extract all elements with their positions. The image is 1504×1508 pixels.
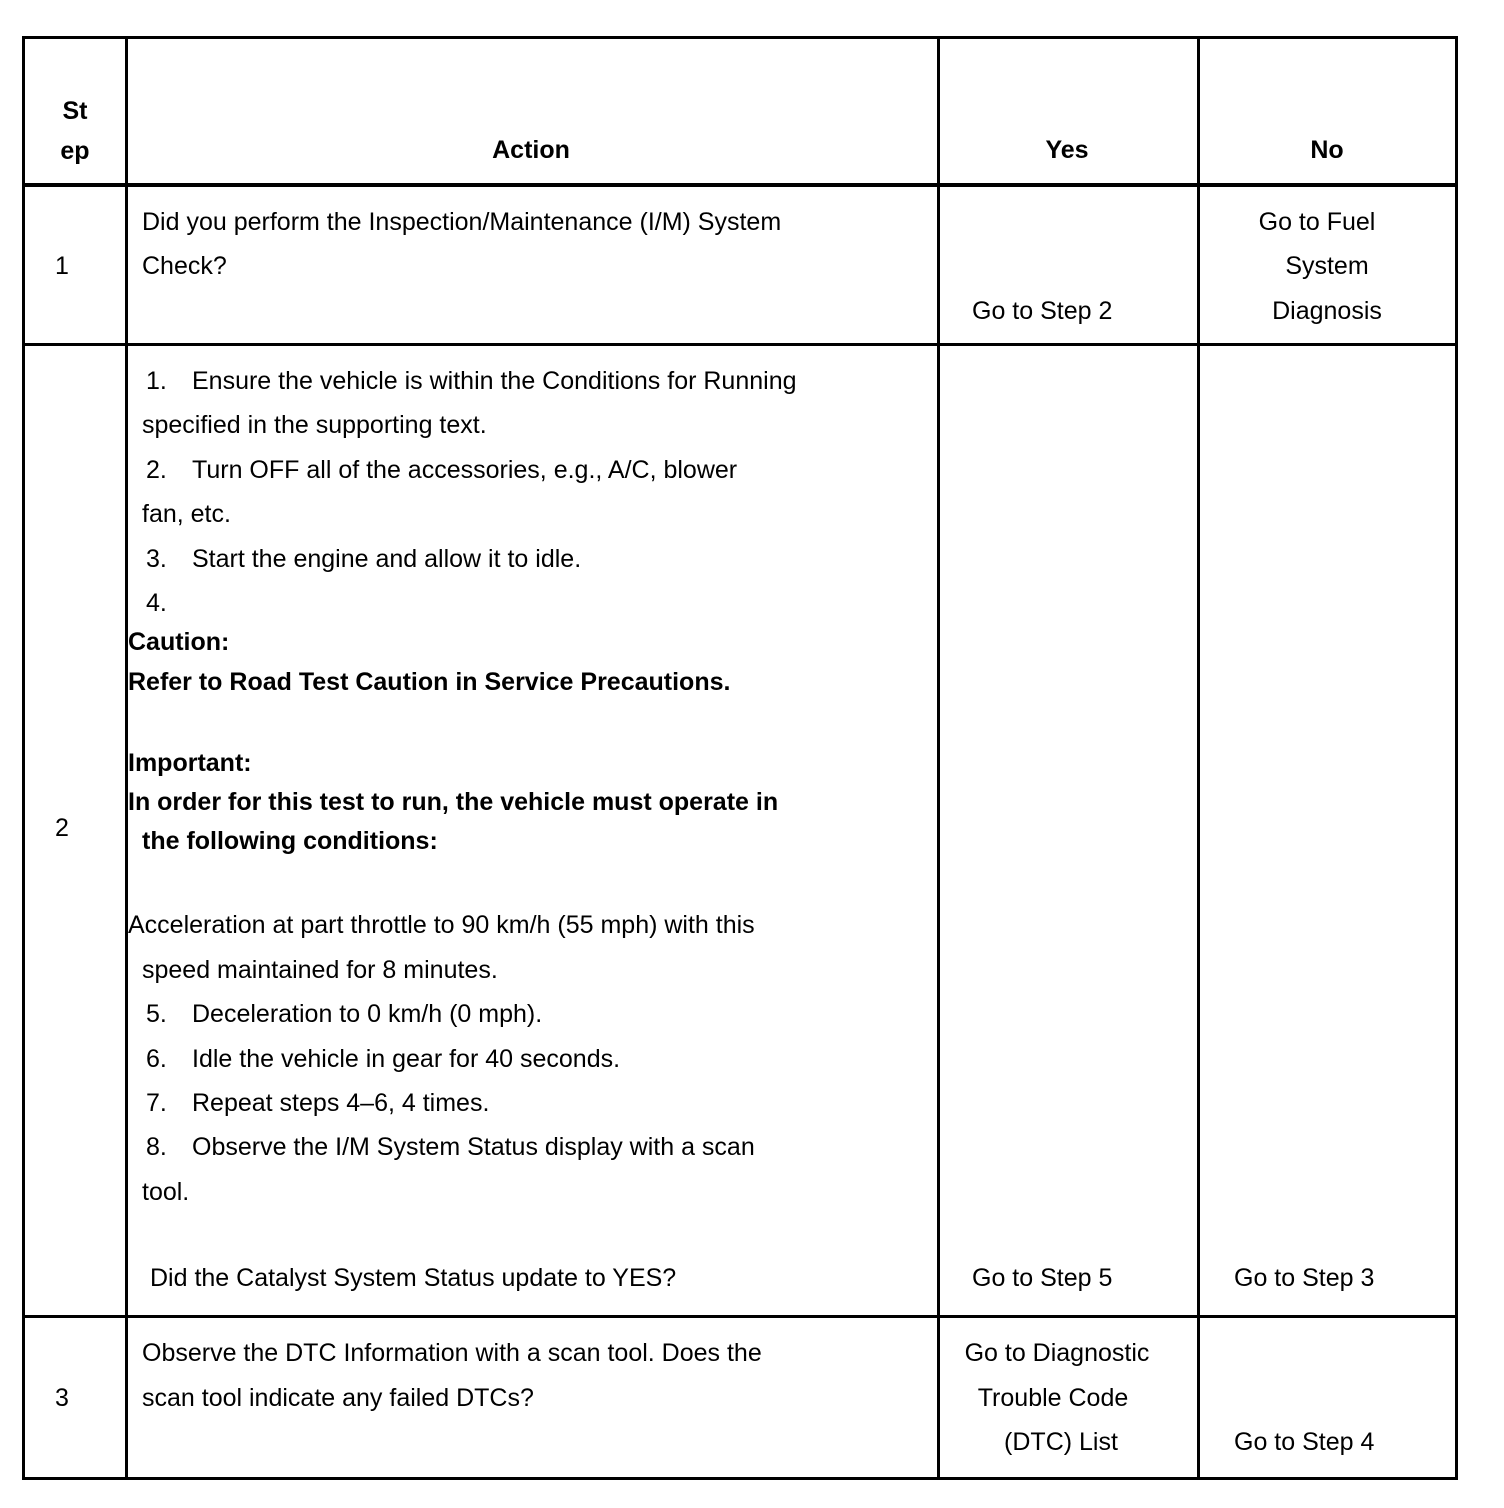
- row2-item-8-cont: tool.: [142, 1178, 190, 1206]
- item-number: 6.: [146, 1045, 167, 1073]
- row1-no-line2: System: [1285, 252, 1369, 280]
- row1-action-line1: Did you perform the Inspection/Maintenance (I/M) System: [142, 208, 782, 236]
- caution-label: Caution:: [128, 628, 230, 656]
- row2-no: Go to Step 3: [1234, 1264, 1375, 1292]
- row3-yes-line3: (DTC) List: [1004, 1428, 1118, 1456]
- row1-action-line2: Check?: [142, 252, 227, 280]
- header-yes: Yes: [1045, 136, 1089, 164]
- row3-no: Go to Step 4: [1234, 1428, 1375, 1456]
- item-text: Start the engine and allow it to idle.: [192, 545, 582, 573]
- header-step-line1: St: [62, 97, 88, 125]
- row3-action-line1: Observe the DTC Information with a scan tool. Does the: [142, 1339, 762, 1367]
- item-number: 7.: [146, 1089, 167, 1117]
- important-label: Important:: [128, 749, 252, 777]
- item-number: 8.: [146, 1133, 167, 1161]
- row2-item-2: [146, 448, 737, 492]
- row1-no-line3: Diagnosis: [1272, 297, 1382, 325]
- item-text: Idle the vehicle in gear for 40 seconds.: [192, 1045, 621, 1073]
- important-line2: the following conditions:: [142, 827, 438, 855]
- row1-no-line1: Go to Fuel: [1258, 208, 1376, 236]
- row2-item-3: [146, 537, 581, 581]
- caution-text: Refer to Road Test Caution in Service Precautions.: [128, 668, 731, 696]
- important-line1: In order for this test to run, the vehicle must operate in: [128, 788, 779, 816]
- row1-yes: Go to Step 2: [972, 297, 1113, 325]
- row2-item-1-cont: specified in the supporting text.: [142, 411, 487, 439]
- row-divider-2: [25, 1315, 1455, 1318]
- header-divider: [25, 183, 1455, 187]
- row2-item-7: [146, 1081, 489, 1125]
- row3-action-line2: scan tool indicate any failed DTCs?: [142, 1384, 534, 1412]
- row2-question: Did the Catalyst System Status update to YES?: [150, 1264, 677, 1292]
- accel-line1: Acceleration at part throttle to 90 km/h (55 mph) with this: [128, 911, 755, 939]
- item-number: 5.: [146, 1000, 167, 1028]
- col-divider-yes: [1197, 39, 1200, 1477]
- item-number: 2.: [146, 456, 167, 484]
- item-number: 1.: [146, 367, 167, 395]
- header-step-line2: ep: [60, 137, 90, 165]
- row2-item-5: [146, 992, 542, 1036]
- row2-item-4: [146, 581, 192, 625]
- header-step: [25, 91, 125, 171]
- row3-yes-line1: Go to Diagnostic: [964, 1339, 1150, 1367]
- item-text: Observe the I/M System Status display with a scan: [192, 1133, 755, 1161]
- row2-item-6: [146, 1037, 620, 1081]
- row2-step: 2: [55, 814, 69, 842]
- item-text: Ensure the vehicle is within the Conditions for Running: [192, 367, 797, 395]
- item-text: Turn OFF all of the accessories, e.g., A/C, blower: [192, 456, 738, 484]
- row2-item-1: [146, 359, 797, 403]
- row2-item-2-cont: fan, etc.: [142, 500, 231, 528]
- header-no: No: [1310, 136, 1344, 164]
- row-divider-1: [25, 343, 1455, 346]
- item-text: Deceleration to 0 km/h (0 mph).: [192, 1000, 543, 1028]
- row2-item-8: [146, 1125, 755, 1169]
- header-action: Action: [492, 136, 570, 164]
- accel-line2: speed maintained for 8 minutes.: [142, 956, 498, 984]
- row1-step: 1: [55, 252, 69, 280]
- col-divider-action: [937, 39, 940, 1477]
- item-number: 4.: [146, 589, 167, 617]
- item-text: Repeat steps 4–6, 4 times.: [192, 1089, 490, 1117]
- row2-yes: Go to Step 5: [972, 1264, 1113, 1292]
- row3-yes-line2: Trouble Code: [977, 1384, 1129, 1412]
- item-number: 3.: [146, 545, 167, 573]
- row3-step: 3: [55, 1384, 69, 1412]
